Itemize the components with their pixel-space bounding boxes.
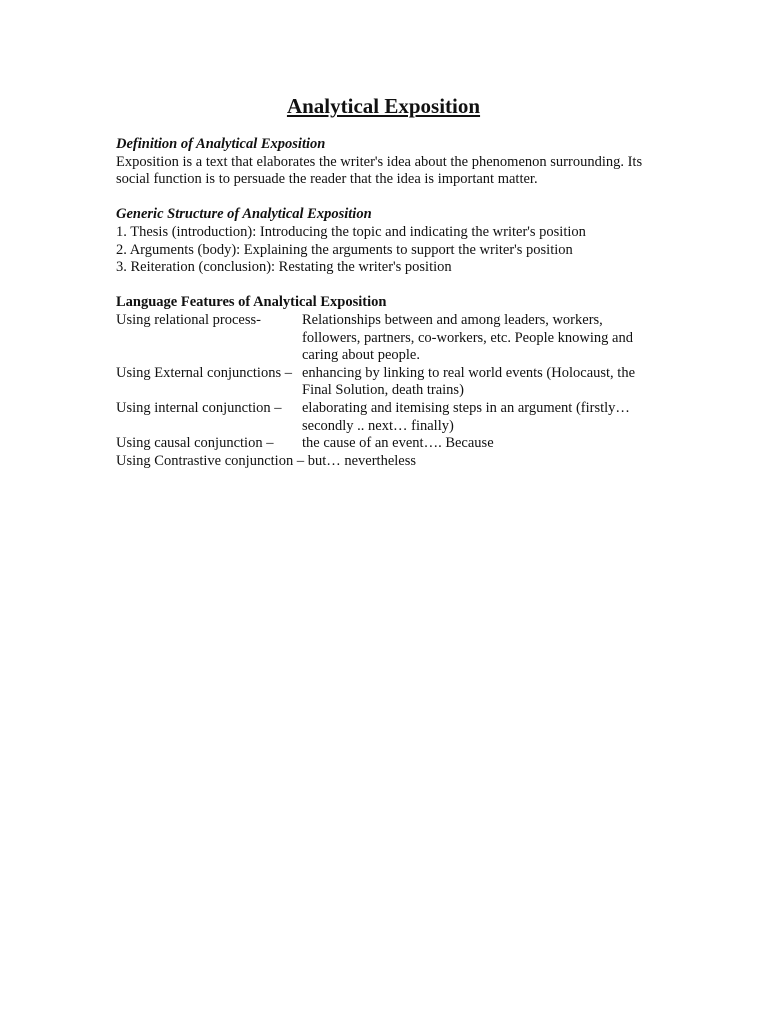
document-body bbox=[116, 92, 656, 470]
feature-label: Using relational process- bbox=[116, 311, 261, 328]
feature-description: the cause of an event…. Because bbox=[302, 435, 494, 452]
features-heading: Language Features of Analytical Exposition bbox=[116, 294, 387, 311]
structure-item-arguments: 2. Arguments (body): Explaining the arguments to support the writer's position bbox=[116, 241, 573, 258]
feature-row-internal bbox=[116, 400, 656, 435]
feature-description: Relationships between and among leaders, workers, followers, partners, co-workers, etc. People knowing and caring about people. bbox=[302, 311, 633, 364]
definition-text: Exposition is a text that elaborates the writer's idea about the phenomenon surrounding. Its social function is to persuade the reader that the idea is important matter. bbox=[116, 153, 643, 188]
feature-label: Using External conjunctions – bbox=[116, 364, 292, 381]
feature-row-relational bbox=[116, 312, 656, 365]
structure-item-thesis: 1. Thesis (introduction): Introducing the topic and indicating the writer's position bbox=[116, 223, 586, 240]
feature-row-external bbox=[116, 365, 656, 400]
definition-heading: Definition of Analytical Exposition bbox=[116, 136, 326, 152]
feature-label: Using Contrastive conjunction – bbox=[116, 452, 305, 469]
feature-description: elaborating and itemising steps in an argument (firstly… secondly .. next… finally) bbox=[302, 399, 630, 434]
feature-label: Using internal conjunction – bbox=[116, 399, 282, 416]
spacer bbox=[116, 277, 656, 295]
structure-heading: Generic Structure of Analytical Exposition bbox=[116, 206, 372, 223]
feature-description: enhancing by linking to real world events (Holocaust, the Final Solution, death trains) bbox=[302, 364, 636, 399]
feature-row-causal bbox=[116, 435, 656, 453]
page-title: Analytical Exposition bbox=[286, 94, 481, 118]
feature-row-contrastive bbox=[116, 453, 656, 471]
feature-description: but… nevertheless bbox=[307, 452, 417, 469]
spacer bbox=[116, 189, 656, 207]
feature-label: Using causal conjunction – bbox=[116, 435, 274, 452]
structure-item-reiteration: 3. Reiteration (conclusion): Restating the writer's position bbox=[116, 259, 452, 276]
